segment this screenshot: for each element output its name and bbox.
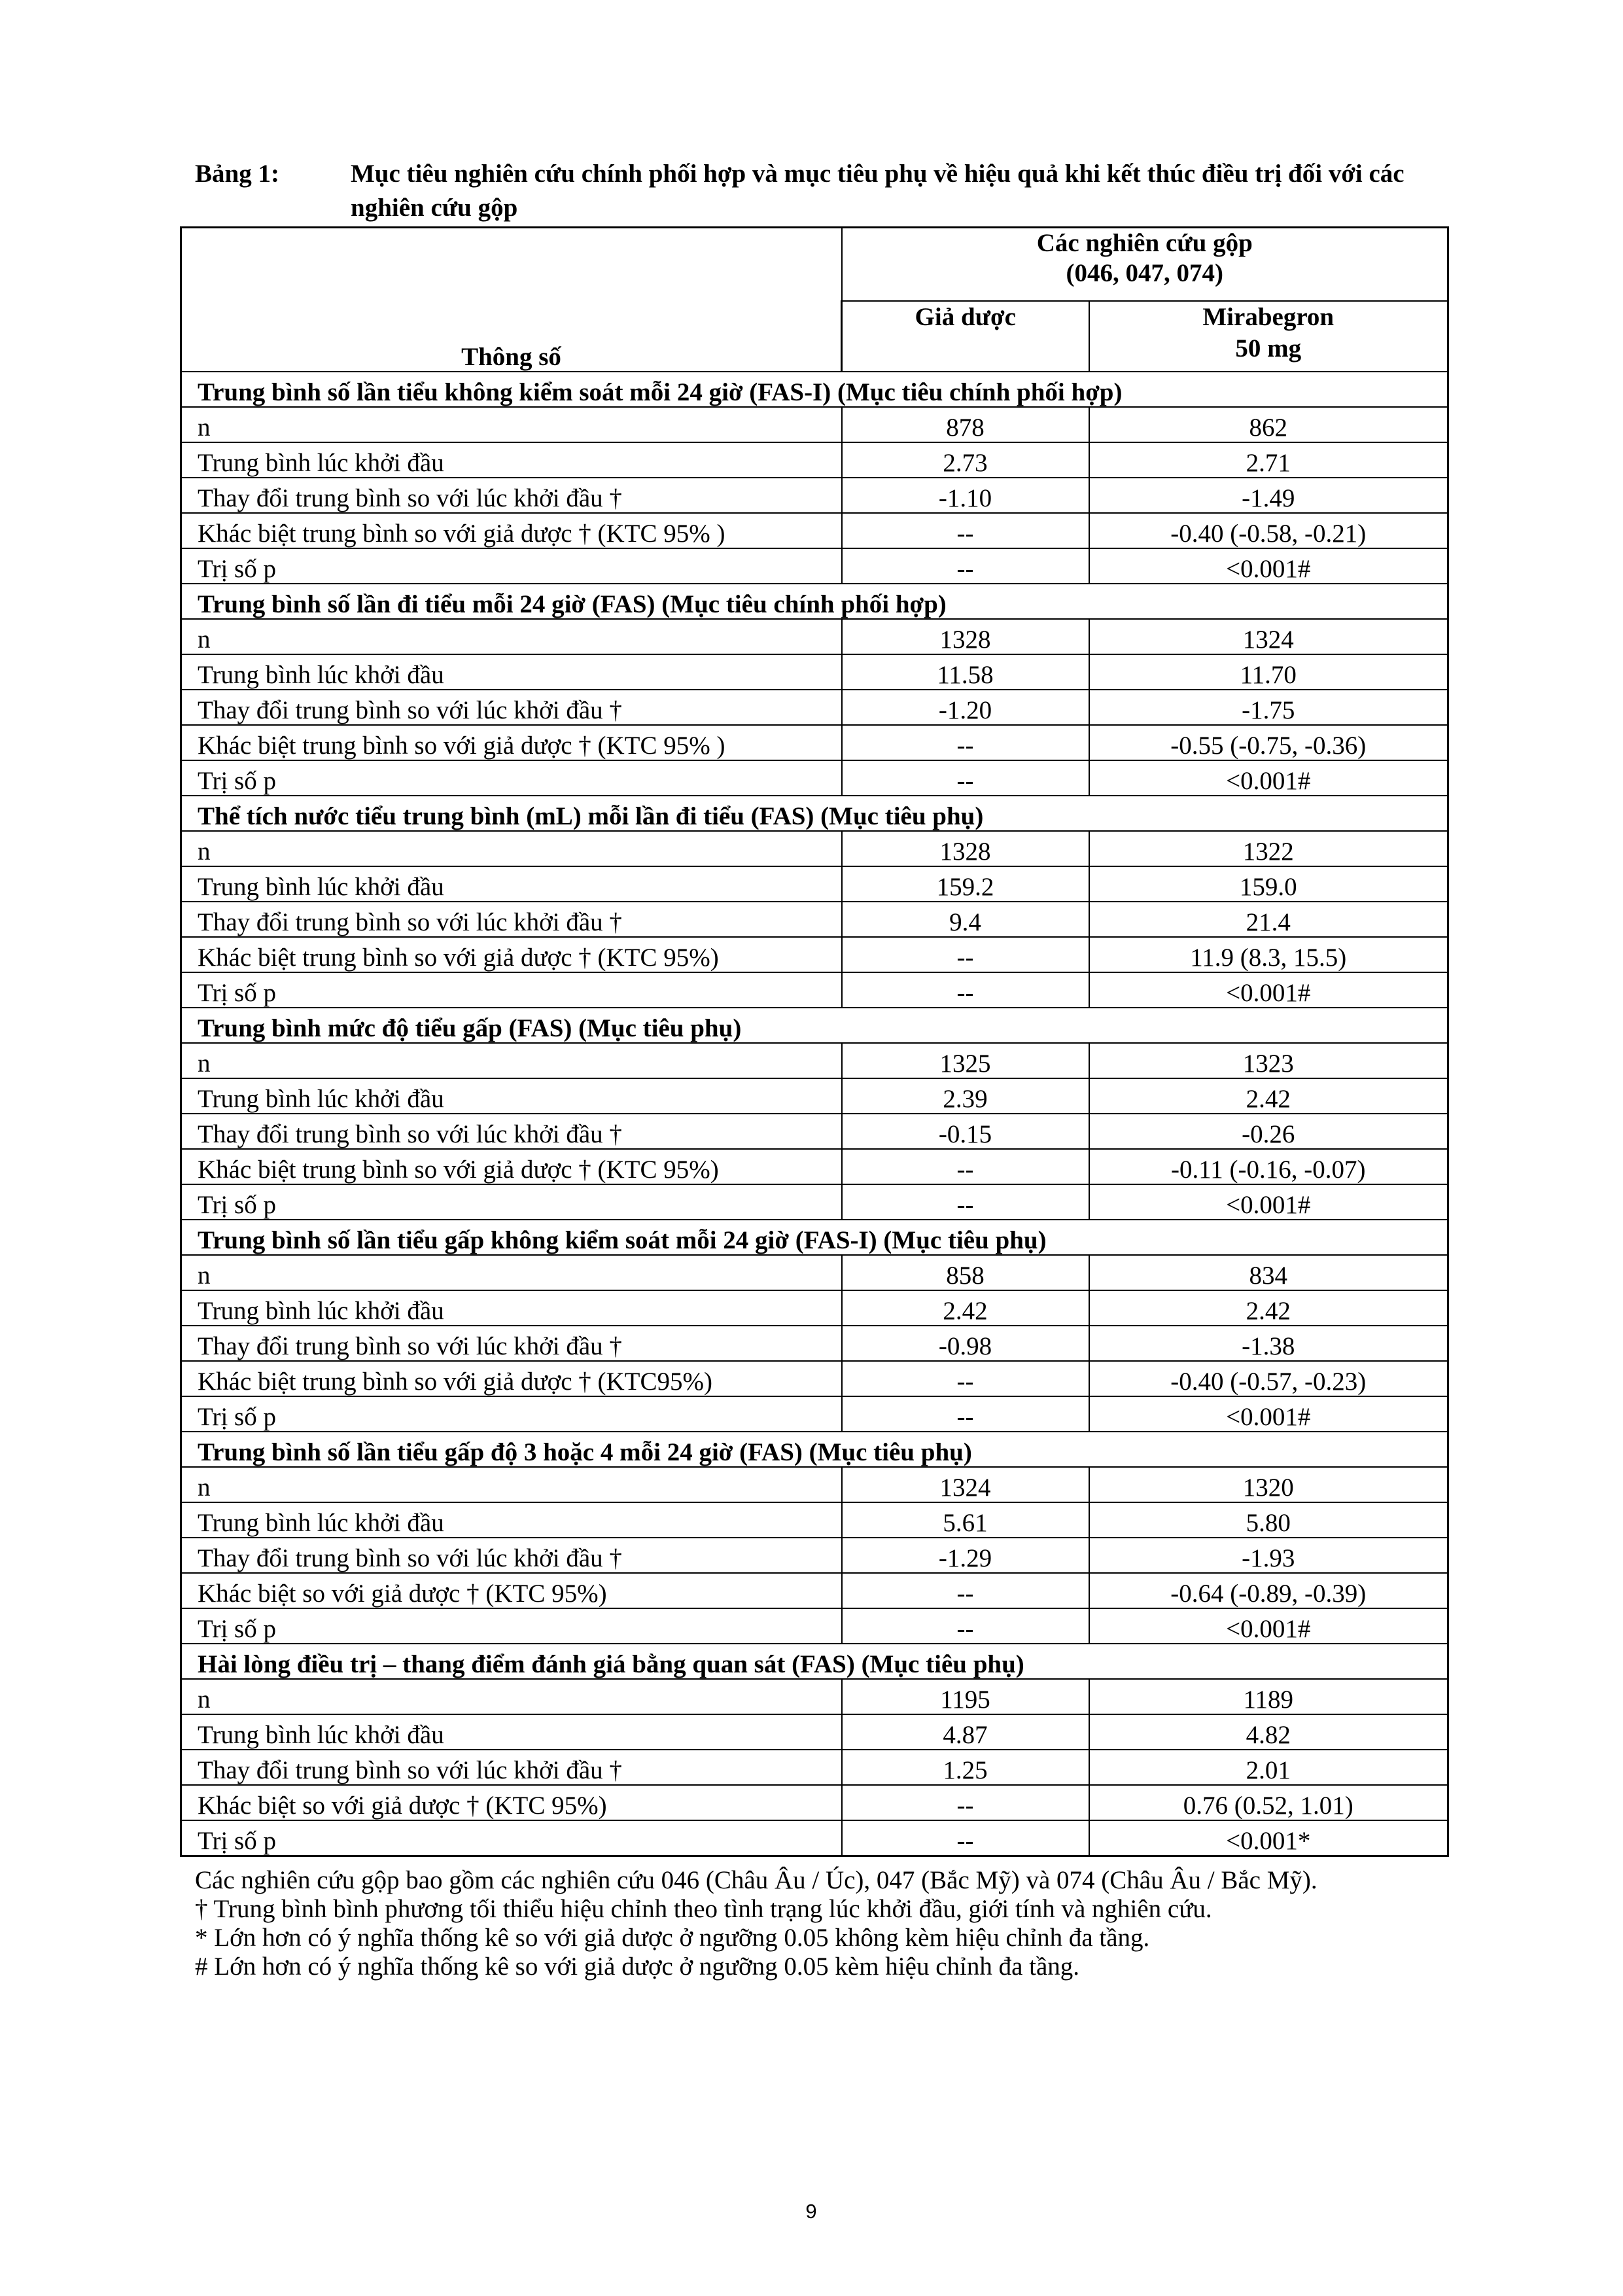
placebo-value: 159.2 [842, 866, 1089, 902]
row-label: Trung bình lúc khởi đầu [181, 442, 842, 478]
mirabegron-value: 159.0 [1089, 866, 1448, 902]
table-row [181, 1502, 1448, 1538]
row-label: Khác biệt so với giả dược † (KTC 95%) [181, 1785, 842, 1820]
table-header-row [181, 228, 1448, 302]
row-label: Trị số p [181, 548, 842, 584]
row-label: Trị số p [181, 1608, 842, 1644]
row-label: Thay đổi trung bình so với lúc khởi đầu † [181, 1538, 842, 1573]
placebo-value: 2.42 [842, 1290, 1089, 1326]
mirabegron-value: 862 [1089, 407, 1448, 442]
table-row [181, 1255, 1448, 1290]
row-label: Trung bình lúc khởi đầu [181, 1290, 842, 1326]
section-title: Trung bình số lần tiểu gấp độ 3 hoặc 4 mỗi 24 giờ (FAS) (Mục tiêu phụ) [181, 1432, 1448, 1467]
section-header-row [181, 1644, 1448, 1679]
mirabegron-value: -0.26 [1089, 1114, 1448, 1149]
section-title: Hài lòng điều trị – thang điểm đánh giá bằng quan sát (FAS) (Mục tiêu phụ) [181, 1644, 1448, 1679]
mirabegron-value: -0.40 (-0.58, -0.21) [1089, 513, 1448, 548]
row-label: Trung bình lúc khởi đầu [181, 866, 842, 902]
placebo-value: -- [842, 1149, 1089, 1184]
mirabegron-value: -0.40 (-0.57, -0.23) [1089, 1361, 1448, 1396]
mirabegron-value: 1323 [1089, 1043, 1448, 1078]
section-header-row [181, 1220, 1448, 1255]
row-label: Khác biệt trung bình so với giả dược † (KTC 95%) [181, 937, 842, 972]
footnote-asterisk: * Lớn hơn có ý nghĩa thống kê so với giả dược ở ngưỡng 0.05 không kèm hiệu chỉnh đa tầng. [195, 1924, 1150, 1952]
mirabegron-value: 1324 [1089, 619, 1448, 654]
mirabegron-value: <0.001# [1089, 1396, 1448, 1432]
mirabegron-value: 21.4 [1089, 902, 1448, 937]
table-row [181, 725, 1448, 760]
mirabegron-value: -1.93 [1089, 1538, 1448, 1573]
placebo-value: -- [842, 548, 1089, 584]
mirabegron-value: 834 [1089, 1255, 1448, 1290]
placebo-value: 5.61 [842, 1502, 1089, 1538]
placebo-value: 858 [842, 1255, 1089, 1290]
mirabegron-value: <0.001* [1089, 1820, 1448, 1856]
mirabegron-value: 2.71 [1089, 442, 1448, 478]
placebo-value: 1.25 [842, 1750, 1089, 1785]
placebo-value: 2.39 [842, 1078, 1089, 1114]
row-label: n [181, 831, 842, 866]
placebo-value: -1.10 [842, 478, 1089, 513]
section-title: Trung bình mức độ tiểu gấp (FAS) (Mục tiêu phụ) [181, 1008, 1448, 1043]
table-row [181, 654, 1448, 690]
row-label: n [181, 407, 842, 442]
footnote-pooled-studies: Các nghiên cứu gộp bao gồm các nghiên cứu 046 (Châu Âu / Úc), 047 (Bắc Mỹ) và 074 (Châu Âu / Bắc Mỹ). [195, 1866, 1318, 1894]
placebo-value: 2.73 [842, 442, 1089, 478]
mirabegron-value: 2.42 [1089, 1290, 1448, 1326]
table-row [181, 478, 1448, 513]
section-header-row [181, 372, 1448, 407]
placebo-value: 1195 [842, 1679, 1089, 1714]
pooled-studies-header [842, 228, 1448, 302]
mirabegron-value: <0.001# [1089, 1608, 1448, 1644]
row-label: Trị số p [181, 1820, 842, 1856]
section-header-row [181, 796, 1448, 831]
placebo-value: -- [842, 937, 1089, 972]
table-row [181, 1750, 1448, 1785]
table-row [181, 1396, 1448, 1432]
placebo-column-header: Giả dược [842, 301, 1089, 372]
placebo-value: -- [842, 1820, 1089, 1856]
section-header-row [181, 1432, 1448, 1467]
table-row [181, 1078, 1448, 1114]
table-row [181, 1467, 1448, 1502]
placebo-value: 4.87 [842, 1714, 1089, 1750]
placebo-value: -- [842, 725, 1089, 760]
placebo-value: -0.98 [842, 1326, 1089, 1361]
section-title: Thể tích nước tiểu trung bình (mL) mỗi lần đi tiểu (FAS) (Mục tiêu phụ) [181, 796, 1448, 831]
mirabegron-dose: 50 mg [1235, 334, 1302, 362]
footnote-hash: # Lớn hơn có ý nghĩa thống kê so với giả dược ở ngưỡng 0.05 kèm hiệu chỉnh đa tầng. [195, 1952, 1080, 1981]
row-label: Trung bình lúc khởi đầu [181, 1078, 842, 1114]
placebo-value: -- [842, 1573, 1089, 1608]
mirabegron-name: Mirabegron [1202, 303, 1335, 331]
caption-label: Bảng 1: [195, 160, 279, 188]
placebo-value: 1324 [842, 1467, 1089, 1502]
table-footnotes [195, 1866, 1451, 1981]
mirabegron-value: 0.76 (0.52, 1.01) [1089, 1785, 1448, 1820]
table-row [181, 760, 1448, 796]
results-table-body [181, 228, 1448, 1856]
pooled-studies-title: Các nghiên cứu gộp [1036, 229, 1253, 257]
row-label: Thay đổi trung bình so với lúc khởi đầu † [181, 478, 842, 513]
table-row [181, 1573, 1448, 1608]
row-label: n [181, 1043, 842, 1078]
mirabegron-value: -0.64 (-0.89, -0.39) [1089, 1573, 1448, 1608]
placebo-value: -- [842, 513, 1089, 548]
table-row [181, 1149, 1448, 1184]
table-row [181, 1361, 1448, 1396]
placebo-value: -- [842, 1184, 1089, 1220]
mirabegron-column-header [1089, 301, 1448, 372]
mirabegron-value: -1.75 [1089, 690, 1448, 725]
mirabegron-value: <0.001# [1089, 548, 1448, 584]
mirabegron-value: 1322 [1089, 831, 1448, 866]
placebo-value: 1328 [842, 619, 1089, 654]
row-label: Khác biệt trung bình so với giả dược † (KTC 95% ) [181, 513, 842, 548]
placebo-value: 11.58 [842, 654, 1089, 690]
row-label: Khác biệt trung bình so với giả dược † (KTC 95% ) [181, 725, 842, 760]
mirabegron-value: <0.001# [1089, 760, 1448, 796]
placebo-value: 1325 [842, 1043, 1089, 1078]
mirabegron-value: -0.11 (-0.16, -0.07) [1089, 1149, 1448, 1184]
table-row [181, 619, 1448, 654]
mirabegron-value: 2.42 [1089, 1078, 1448, 1114]
footnote-dagger: † Trung bình bình phương tối thiểu hiệu chỉnh theo tình trạng lúc khởi đầu, giới tính và nghiên cứu. [195, 1895, 1212, 1923]
table-row [181, 1820, 1448, 1856]
table-row [181, 866, 1448, 902]
row-label: Trị số p [181, 760, 842, 796]
row-label: n [181, 1467, 842, 1502]
row-label: n [181, 619, 842, 654]
table-row [181, 1326, 1448, 1361]
table-row [181, 1114, 1448, 1149]
row-label: Trung bình lúc khởi đầu [181, 654, 842, 690]
section-title: Trung bình số lần tiểu không kiểm soát mỗi 24 giờ (FAS-I) (Mục tiêu chính phối hợp) [181, 372, 1448, 407]
mirabegron-value: 1189 [1089, 1679, 1448, 1714]
section-title: Trung bình số lần tiểu gấp không kiểm soát mỗi 24 giờ (FAS-I) (Mục tiêu phụ) [181, 1220, 1448, 1255]
table-row [181, 972, 1448, 1008]
row-label: Trị số p [181, 972, 842, 1008]
mirabegron-value: -1.49 [1089, 478, 1448, 513]
row-label: Thay đổi trung bình so với lúc khởi đầu † [181, 1750, 842, 1785]
row-label: Thay đổi trung bình so với lúc khởi đầu † [181, 1114, 842, 1149]
row-label: Khác biệt trung bình so với giả dược † (KTC95%) [181, 1361, 842, 1396]
table-row [181, 690, 1448, 725]
row-label: Khác biệt trung bình so với giả dược † (KTC 95%) [181, 1149, 842, 1184]
placebo-value: -0.15 [842, 1114, 1089, 1149]
results-table [180, 226, 1449, 1857]
mirabegron-value: 5.80 [1089, 1502, 1448, 1538]
row-label: Trung bình lúc khởi đầu [181, 1714, 842, 1750]
placebo-value: 9.4 [842, 902, 1089, 937]
placebo-value: 1328 [842, 831, 1089, 866]
section-header-row [181, 1008, 1448, 1043]
placebo-value: -- [842, 1361, 1089, 1396]
row-label: n [181, 1679, 842, 1714]
row-label: Thay đổi trung bình so với lúc khởi đầu † [181, 902, 842, 937]
table-row [181, 831, 1448, 866]
row-label: Thay đổi trung bình so với lúc khởi đầu † [181, 690, 842, 725]
table-row [181, 1184, 1448, 1220]
pooled-studies-ids: (046, 047, 074) [1066, 259, 1223, 287]
mirabegron-value: <0.001# [1089, 1184, 1448, 1220]
table-row [181, 407, 1448, 442]
section-header-row [181, 584, 1448, 619]
placebo-value: -- [842, 1396, 1089, 1432]
placebo-value: -- [842, 972, 1089, 1008]
page-number: 9 [805, 2200, 817, 2223]
mirabegron-value: 11.70 [1089, 654, 1448, 690]
row-label: n [181, 1255, 842, 1290]
table-row [181, 442, 1448, 478]
table-row [181, 937, 1448, 972]
table-row [181, 1608, 1448, 1644]
mirabegron-value: 4.82 [1089, 1714, 1448, 1750]
row-label: Trung bình lúc khởi đầu [181, 1502, 842, 1538]
row-label: Trị số p [181, 1396, 842, 1432]
table-row [181, 1043, 1448, 1078]
param-column-header: Thông số [181, 228, 842, 372]
table-row [181, 1290, 1448, 1326]
mirabegron-value: <0.001# [1089, 972, 1448, 1008]
placebo-value: -- [842, 760, 1089, 796]
table-row [181, 513, 1448, 548]
mirabegron-value: -1.38 [1089, 1326, 1448, 1361]
table-row [181, 1679, 1448, 1714]
row-label: Thay đổi trung bình so với lúc khởi đầu † [181, 1326, 842, 1361]
placebo-value: -1.29 [842, 1538, 1089, 1573]
table-row [181, 548, 1448, 584]
row-label: Trị số p [181, 1184, 842, 1220]
placebo-value: -- [842, 1785, 1089, 1820]
placebo-value: -- [842, 1608, 1089, 1644]
mirabegron-value: 1320 [1089, 1467, 1448, 1502]
table-row [181, 1785, 1448, 1820]
caption-text: Mục tiêu nghiên cứu chính phối hợp và mục tiêu phụ về hiệu quả khi kết thúc điều trị đối với các nghiên cứu gộp [351, 160, 1405, 222]
section-title: Trung bình số lần đi tiểu mỗi 24 giờ (FAS) (Mục tiêu chính phối hợp) [181, 584, 1448, 619]
placebo-value: 878 [842, 407, 1089, 442]
mirabegron-value: 2.01 [1089, 1750, 1448, 1785]
placebo-value: -1.20 [842, 690, 1089, 725]
row-label: Khác biệt so với giả dược † (KTC 95%) [181, 1573, 842, 1608]
mirabegron-value: -0.55 (-0.75, -0.36) [1089, 725, 1448, 760]
mirabegron-value: 11.9 (8.3, 15.5) [1089, 937, 1448, 972]
table-row [181, 1714, 1448, 1750]
table-row [181, 902, 1448, 937]
table-row [181, 1538, 1448, 1573]
